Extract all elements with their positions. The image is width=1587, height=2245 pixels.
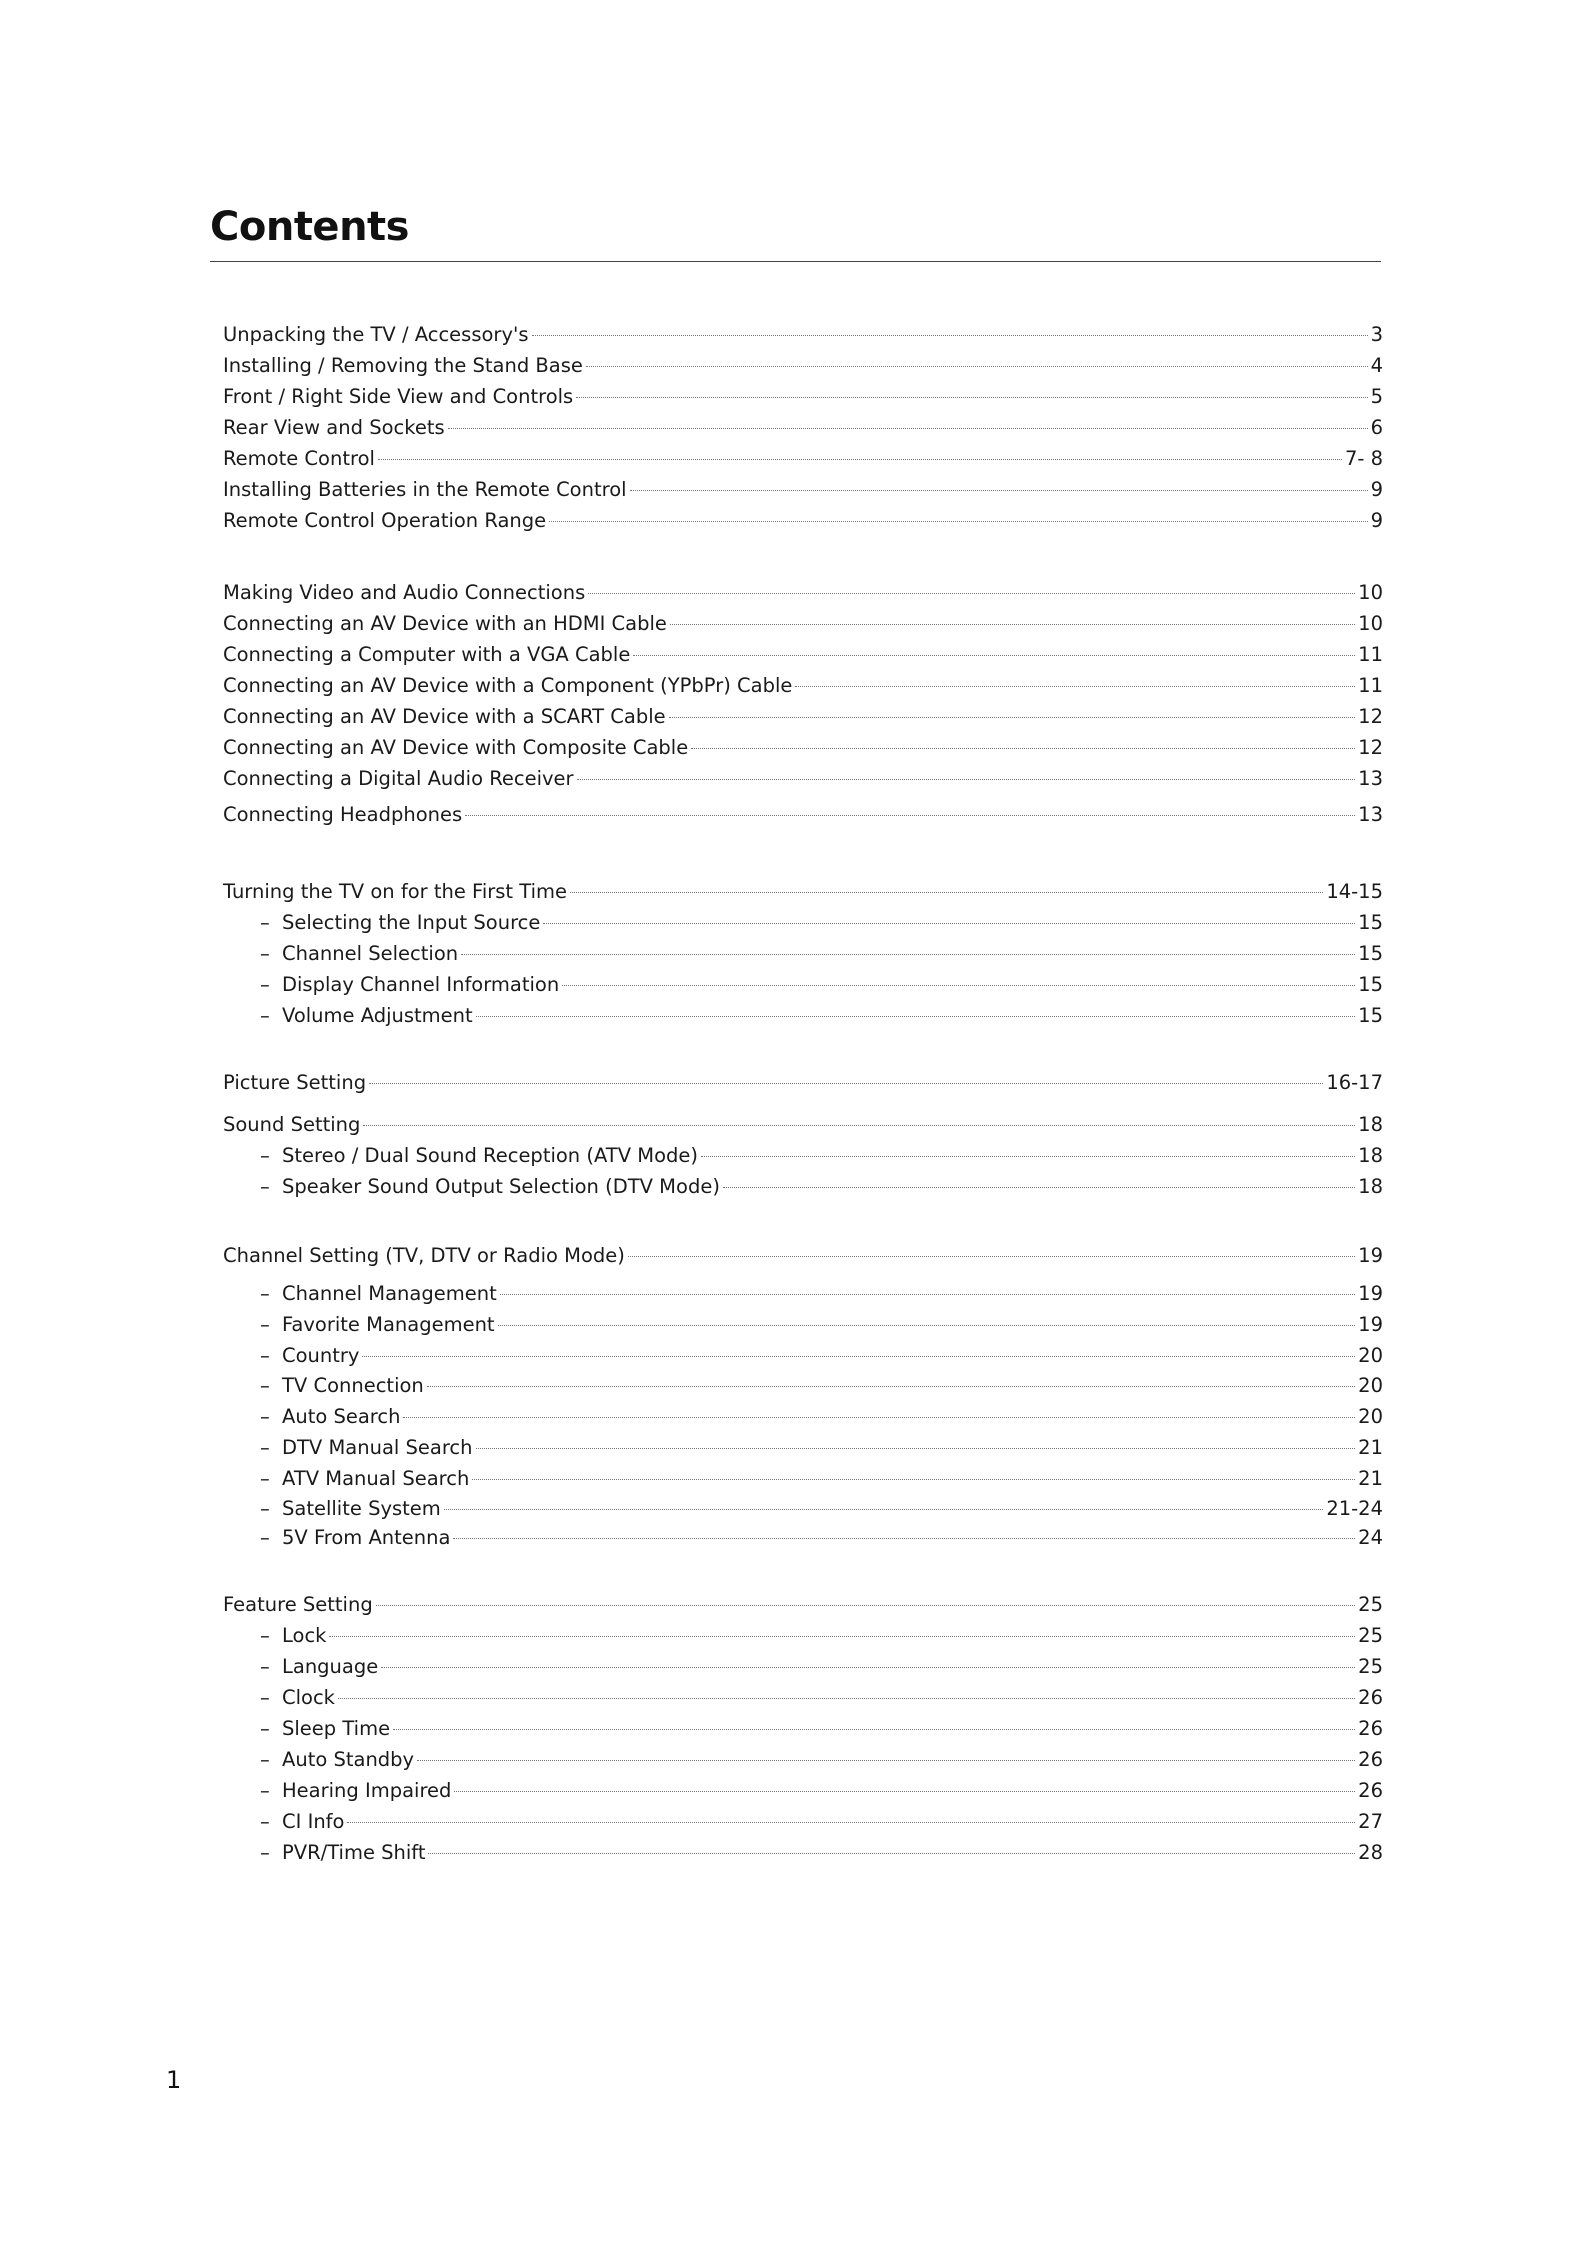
- toc-entry-label: Selecting the Input Source: [282, 911, 541, 934]
- toc-entry-label: Channel Selection: [282, 942, 459, 965]
- subentry-dash: –: [260, 1313, 270, 1336]
- toc-entry-label: ATV Manual Search: [282, 1467, 470, 1490]
- toc-subentry[interactable]: [260, 1683, 1383, 1713]
- toc-entry[interactable]: [223, 413, 1383, 443]
- dot-leader: [472, 1479, 1355, 1480]
- subentry-dash: –: [260, 1344, 270, 1367]
- dot-leader: [381, 1667, 1355, 1668]
- subentry-dash: –: [260, 911, 270, 934]
- toc-entry-label: Turning the TV on for the First Time: [223, 880, 568, 903]
- subentry-dash: –: [260, 942, 270, 965]
- toc-entry-page: 15: [1358, 973, 1383, 996]
- toc-subentry[interactable]: [260, 1464, 1383, 1494]
- toc-entry-label: Connecting an AV Device with Composite Cable: [223, 736, 689, 759]
- toc-entry-label: Connecting a Computer with a VGA Cable: [223, 643, 631, 666]
- toc-entry-page: 12: [1358, 736, 1383, 759]
- toc-subentry[interactable]: [260, 1310, 1383, 1340]
- toc-entry-label: Sleep Time: [282, 1717, 391, 1740]
- toc-entry-page: 26: [1358, 1686, 1383, 1709]
- dot-leader: [562, 985, 1355, 986]
- toc-entry-page: 26: [1358, 1717, 1383, 1740]
- toc-entry-label: Channel Setting (TV, DTV or Radio Mode): [223, 1244, 625, 1267]
- toc-entry-label: Unpacking the TV / Accessory's: [223, 323, 529, 346]
- toc-entry-page: 9: [1370, 478, 1383, 501]
- toc-entry-page: 20: [1358, 1405, 1383, 1428]
- toc-subentry[interactable]: [260, 1433, 1383, 1463]
- dot-leader: [403, 1417, 1355, 1418]
- toc-entry-page: 27: [1358, 1810, 1383, 1833]
- toc-entry-page: 15: [1358, 942, 1383, 965]
- toc-entry-page: 25: [1358, 1593, 1383, 1616]
- toc-entry-page: 20: [1358, 1374, 1383, 1397]
- toc-entry-page: 16-17: [1326, 1071, 1383, 1094]
- toc-entry[interactable]: [223, 1110, 1383, 1140]
- toc-entry-page: 3: [1370, 323, 1383, 346]
- toc-entry[interactable]: [223, 351, 1383, 381]
- dot-leader: [329, 1636, 1355, 1637]
- toc-entry[interactable]: [223, 671, 1383, 701]
- toc-entry-page: 19: [1358, 1313, 1383, 1336]
- dot-leader: [633, 655, 1355, 656]
- toc-entry-page: 7- 8: [1344, 447, 1383, 470]
- toc-entry[interactable]: [223, 800, 1383, 830]
- subentry-dash: –: [260, 1686, 270, 1709]
- toc-entry-label: Hearing Impaired: [282, 1779, 452, 1802]
- toc-subentry[interactable]: [260, 1523, 1383, 1553]
- toc-entry-page: 14-15: [1326, 880, 1383, 903]
- toc-entry[interactable]: [223, 1068, 1383, 1098]
- toc-entry[interactable]: [223, 1241, 1383, 1271]
- toc-entry-page: 13: [1358, 767, 1383, 790]
- toc-entry-label: Connecting a Digital Audio Receiver: [223, 767, 574, 790]
- dot-leader: [628, 1256, 1355, 1257]
- toc-entry[interactable]: [223, 609, 1383, 639]
- subentry-dash: –: [260, 1374, 270, 1397]
- dot-leader: [476, 1448, 1356, 1449]
- dot-leader: [378, 459, 1342, 460]
- toc-entry-page: 9: [1370, 509, 1383, 532]
- toc-subentry[interactable]: [260, 1141, 1383, 1171]
- subentry-dash: –: [260, 1779, 270, 1802]
- toc-subentry[interactable]: [260, 1621, 1383, 1651]
- toc-entry-page: 26: [1358, 1748, 1383, 1771]
- subentry-dash: –: [260, 973, 270, 996]
- dot-leader: [476, 1016, 1355, 1017]
- dot-leader: [453, 1538, 1355, 1539]
- toc-entry-label: Display Channel Information: [282, 973, 560, 996]
- toc-subentry[interactable]: [260, 1838, 1383, 1868]
- dot-leader: [669, 717, 1356, 718]
- toc-entry-label: CI Info: [282, 1810, 345, 1833]
- toc-entry-label: Auto Search: [282, 1405, 401, 1428]
- dot-leader: [393, 1729, 1355, 1730]
- toc-subentry[interactable]: [260, 1341, 1383, 1371]
- toc-subentry[interactable]: [260, 1807, 1383, 1837]
- toc-entry-page: 24: [1358, 1526, 1383, 1549]
- dot-leader: [691, 748, 1355, 749]
- toc-entry[interactable]: [223, 444, 1383, 474]
- toc-entry-page: 20: [1358, 1344, 1383, 1367]
- dot-leader: [369, 1083, 1323, 1084]
- toc-subentry[interactable]: [260, 1402, 1383, 1432]
- page-number: 1: [166, 2066, 182, 2094]
- toc-entry-label: Sound Setting: [223, 1113, 361, 1136]
- toc-entry[interactable]: [223, 1590, 1383, 1620]
- toc-entry-label: Country: [282, 1344, 360, 1367]
- toc-entry[interactable]: [223, 764, 1383, 794]
- dot-leader: [630, 490, 1368, 491]
- toc-subentry[interactable]: [260, 1745, 1383, 1775]
- subentry-dash: –: [260, 1624, 270, 1647]
- dot-leader: [549, 521, 1367, 522]
- subentry-dash: –: [260, 1526, 270, 1549]
- dot-leader: [498, 1325, 1356, 1326]
- toc-entry-page: 28: [1358, 1841, 1383, 1864]
- toc-subentry[interactable]: [260, 1652, 1383, 1682]
- toc-entry-label: TV Connection: [282, 1374, 424, 1397]
- toc-entry[interactable]: [223, 578, 1383, 608]
- subentry-dash: –: [260, 1497, 270, 1520]
- dot-leader: [723, 1187, 1355, 1188]
- toc-entry[interactable]: [223, 320, 1383, 350]
- page-title: Contents: [210, 204, 409, 250]
- dot-leader: [532, 335, 1368, 336]
- toc-subentry[interactable]: [260, 1001, 1383, 1031]
- dot-leader: [454, 1791, 1355, 1792]
- toc-entry-label: Lock: [282, 1624, 327, 1647]
- toc-subentry[interactable]: [260, 1172, 1383, 1202]
- toc-entry-label: Connecting an AV Device with a SCART Cable: [223, 705, 666, 728]
- toc-entry-page: 25: [1358, 1624, 1383, 1647]
- toc-entry-label: Speaker Sound Output Selection (DTV Mode): [282, 1175, 720, 1198]
- dot-leader: [586, 366, 1368, 367]
- toc-entry-label: Satellite System: [282, 1497, 441, 1520]
- toc-entry-page: 6: [1370, 416, 1383, 439]
- subentry-dash: –: [260, 1748, 270, 1771]
- toc-entry-label: Installing Batteries in the Remote Control: [223, 478, 627, 501]
- subentry-dash: –: [260, 1467, 270, 1490]
- toc-entry-label: Clock: [282, 1686, 335, 1709]
- toc-entry-page: 25: [1358, 1655, 1383, 1678]
- toc-entry-label: Connecting an AV Device with an HDMI Cable: [223, 612, 667, 635]
- toc-entry[interactable]: [223, 733, 1383, 763]
- toc-entry-page: 19: [1358, 1282, 1383, 1305]
- toc-subentry[interactable]: [260, 970, 1383, 1000]
- toc-entry-label: Installing / Removing the Stand Base: [223, 354, 583, 377]
- dot-leader: [428, 1853, 1355, 1854]
- toc-entry-page: 18: [1358, 1113, 1383, 1136]
- dot-leader: [670, 624, 1355, 625]
- toc-entry-label: Connecting an AV Device with a Component (YPbPr) Cable: [223, 674, 793, 697]
- toc-entry-page: 15: [1358, 1004, 1383, 1027]
- dot-leader: [347, 1822, 1355, 1823]
- dot-leader: [417, 1760, 1355, 1761]
- toc-entry-label: Stereo / Dual Sound Reception (ATV Mode): [282, 1144, 698, 1167]
- dot-leader: [363, 1125, 1355, 1126]
- toc-subentry[interactable]: [260, 1371, 1383, 1401]
- toc-entry[interactable]: [223, 640, 1383, 670]
- toc-subentry[interactable]: [260, 1494, 1383, 1524]
- toc-entry-label: Auto Standby: [282, 1748, 415, 1771]
- dot-leader: [461, 954, 1355, 955]
- toc-entry-page: 15: [1358, 911, 1383, 934]
- subentry-dash: –: [260, 1004, 270, 1027]
- dot-leader: [465, 815, 1355, 816]
- toc-entry-label: Remote Control Operation Range: [223, 509, 547, 532]
- toc-subentry[interactable]: [260, 1279, 1383, 1309]
- toc-entry-label: Rear View and Sockets: [223, 416, 445, 439]
- toc-subentry[interactable]: [260, 1714, 1383, 1744]
- toc-subentry[interactable]: [260, 908, 1383, 938]
- toc-subentry[interactable]: [260, 939, 1383, 969]
- toc-entry-page: 11: [1358, 674, 1383, 697]
- toc-entry-label: Connecting Headphones: [223, 803, 463, 826]
- dot-leader: [376, 1605, 1355, 1606]
- dot-leader: [362, 1356, 1355, 1357]
- toc-entry-label: Feature Setting: [223, 1593, 373, 1616]
- toc-entry-page: 19: [1358, 1244, 1383, 1267]
- dot-leader: [543, 923, 1355, 924]
- toc-entry-label: Favorite Management: [282, 1313, 495, 1336]
- toc-entry-page: 26: [1358, 1779, 1383, 1802]
- dot-leader: [500, 1294, 1355, 1295]
- subentry-dash: –: [260, 1841, 270, 1864]
- dot-leader: [427, 1386, 1355, 1387]
- dot-leader: [701, 1156, 1355, 1157]
- toc-entry-label: Language: [282, 1655, 379, 1678]
- subentry-dash: –: [260, 1282, 270, 1305]
- subentry-dash: –: [260, 1436, 270, 1459]
- dot-leader: [576, 397, 1367, 398]
- toc-entry-label: Picture Setting: [223, 1071, 367, 1094]
- toc-entry[interactable]: [223, 506, 1383, 536]
- toc-entry-label: Volume Adjustment: [282, 1004, 473, 1027]
- toc-entry-page: 10: [1358, 581, 1383, 604]
- toc-entry[interactable]: [223, 382, 1383, 412]
- toc-entry[interactable]: [223, 475, 1383, 505]
- toc-entry-page: 18: [1358, 1175, 1383, 1198]
- toc-entry-page: 5: [1370, 385, 1383, 408]
- toc-entry-page: 21: [1358, 1467, 1383, 1490]
- dot-leader: [570, 892, 1323, 893]
- toc-entry-page: 18: [1358, 1144, 1383, 1167]
- subentry-dash: –: [260, 1175, 270, 1198]
- toc-entry-page: 12: [1358, 705, 1383, 728]
- subentry-dash: –: [260, 1144, 270, 1167]
- dot-leader: [795, 686, 1355, 687]
- toc-entry-label: Remote Control: [223, 447, 375, 470]
- dot-leader: [448, 428, 1368, 429]
- toc-entry-label: Front / Right Side View and Controls: [223, 385, 574, 408]
- toc-entry-page: 10: [1358, 612, 1383, 635]
- toc-entry-label: 5V From Antenna: [282, 1526, 451, 1549]
- toc-entry[interactable]: [223, 702, 1383, 732]
- dot-leader: [338, 1698, 1355, 1699]
- subentry-dash: –: [260, 1810, 270, 1833]
- toc-entry-page: 13: [1358, 803, 1383, 826]
- toc-entry-page: 4: [1370, 354, 1383, 377]
- dot-leader: [588, 593, 1355, 594]
- subentry-dash: –: [260, 1717, 270, 1740]
- toc-entry-label: DTV Manual Search: [282, 1436, 473, 1459]
- subentry-dash: –: [260, 1655, 270, 1678]
- dot-leader: [444, 1509, 1324, 1510]
- toc-entry-label: Channel Management: [282, 1282, 497, 1305]
- toc-entry-page: 21: [1358, 1436, 1383, 1459]
- toc-entry[interactable]: [223, 877, 1383, 907]
- toc-subentry[interactable]: [260, 1776, 1383, 1806]
- subentry-dash: –: [260, 1405, 270, 1428]
- toc-entry-label: Making Video and Audio Connections: [223, 581, 586, 604]
- toc-entry-page: 11: [1358, 643, 1383, 666]
- dot-leader: [577, 779, 1356, 780]
- toc-entry-label: PVR/Time Shift: [282, 1841, 426, 1864]
- toc-entry-page: 21-24: [1326, 1497, 1383, 1520]
